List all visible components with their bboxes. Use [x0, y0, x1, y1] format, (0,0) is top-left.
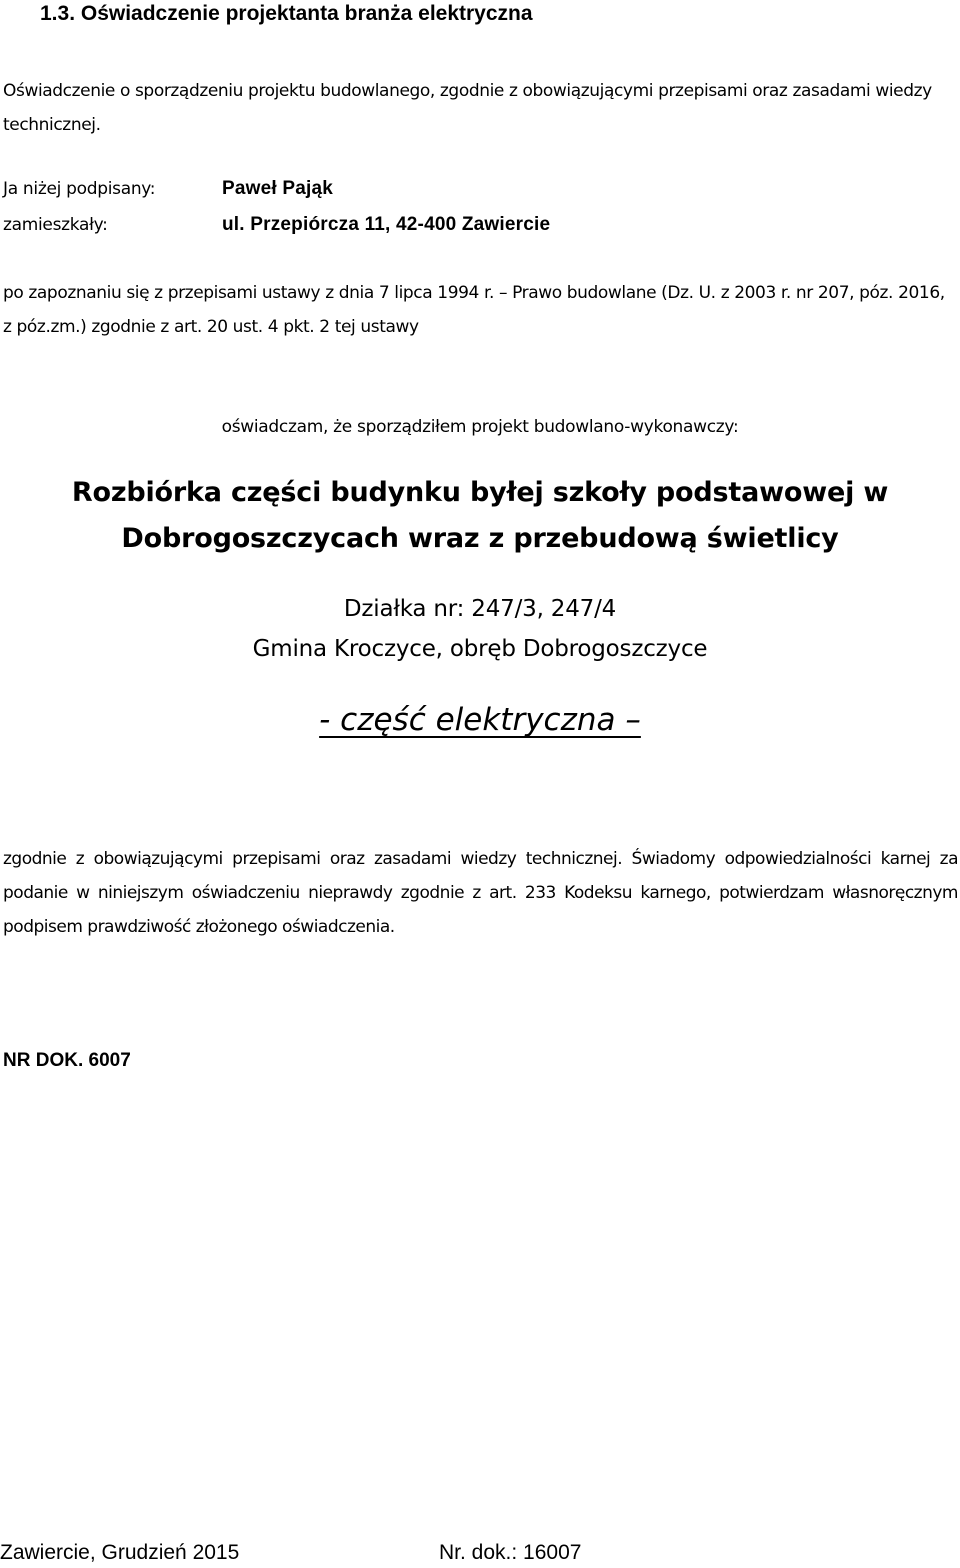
signer-name-value: Paweł Pająk [222, 178, 333, 199]
project-title-line-1: Rozbiórka części budynku byłej szkoły podstawowej w [71, 477, 889, 508]
footer-place-date: Zawiercie, Grudzień 2015 [0, 1541, 240, 1564]
signer-address-value: ul. Przepiórcza 11, 42-400 Zawiercie [222, 214, 551, 235]
signer-name-label: Ja niżej podpisany: [3, 179, 156, 199]
law-reference-paragraph: po zapoznaniu się z przepisami ustawy z dnia 7 lipca 1994 r. – Prawo budowlane (Dz. U. z 2003 r. nr 207, póz. 2016, z póz.zm.) zgodnie z art. 20 ust. 4 pkt. 2 tej ustawy [3, 283, 945, 337]
section-heading: 1.3. Oświadczenie projektanta branża elektryczna [40, 2, 533, 25]
plot-number: Działka nr: 247/3, 247/4 [343, 596, 617, 622]
project-section-label: - część elektryczna – [319, 702, 641, 738]
project-title-line-2: Dobrogoszczycach wraz z przebudową świetlicy [121, 523, 839, 554]
final-statement-paragraph: zgodnie z obowiązującymi przepisami oraz zasadami wiedzy technicznej. Świadomy odpowiedzialności karnej za podanie w niniejszym oświadczeniu nieprawdy zgodnie z art. 233 Kodeksu karnego, potwierdzam własnoręcznym podpisem prawdziwość złożonego oświadczenia. [3, 849, 958, 937]
declaration-line: oświadczam, że sporządziłem projekt budowlano-wykonawczy: [221, 417, 739, 437]
document-number: NR DOK. 6007 [3, 1050, 131, 1071]
plot-location: Gmina Kroczyce, obręb Dobrogoszczyce [252, 636, 708, 662]
signer-address-label: zamieszkały: [3, 215, 108, 235]
footer-document-number: Nr. dok.: 16007 [439, 1541, 582, 1564]
intro-paragraph: Oświadczenie o sporządzeniu projektu budowlanego, zgodnie z obowiązującymi przepisami oraz zasadami wiedzy technicznej. [3, 81, 932, 135]
